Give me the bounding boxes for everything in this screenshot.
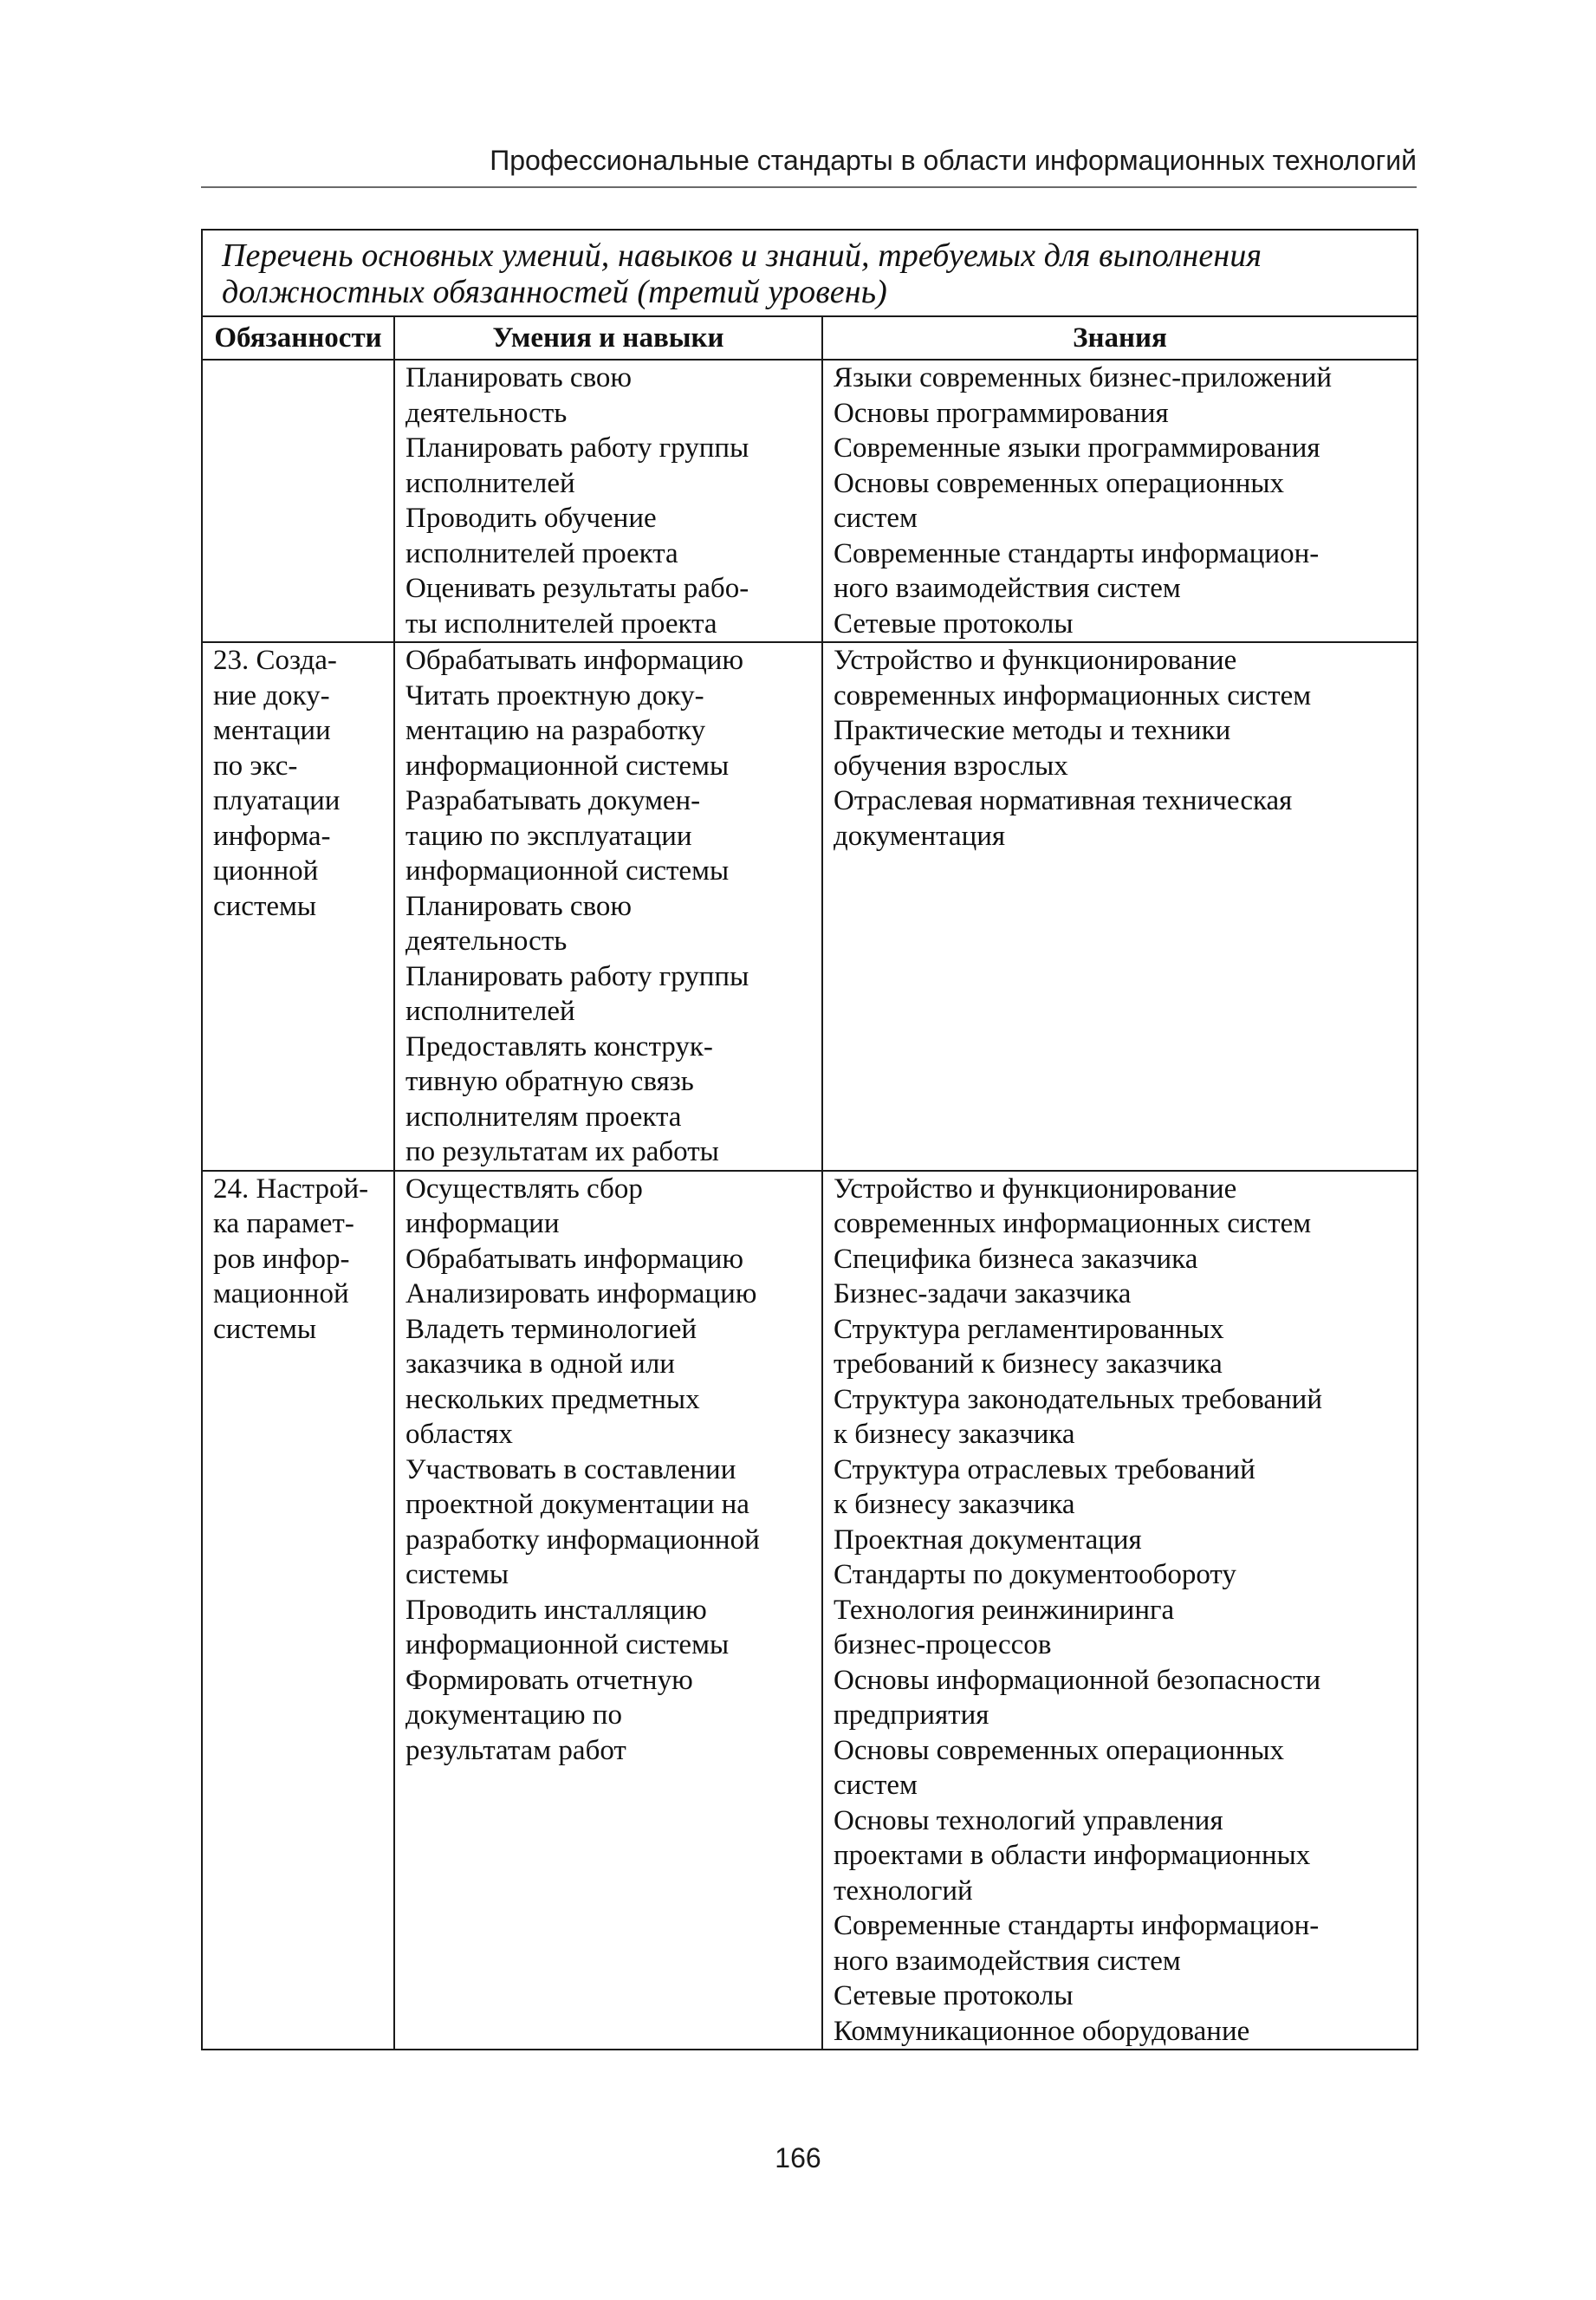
knowledge-line: Структура регламентированных	[834, 1313, 1224, 1345]
table-caption-row	[202, 230, 1418, 316]
knowledge-line: требований к бизнесу заказчика	[834, 1348, 1223, 1380]
skill-line: Читать проектную доку-	[405, 679, 704, 711]
skill-line: тацию по эксплуатации	[405, 820, 692, 852]
knowledge-line: Устройство и функционирование	[834, 645, 1237, 676]
skill-line: исполнителей	[405, 996, 575, 1027]
knowledge-line: Структура законодательных требований	[834, 1383, 1322, 1415]
knowledge-line: Стандарты по документообороту	[834, 1559, 1236, 1590]
skill-line: областях	[405, 1419, 513, 1450]
duty-line: системы	[213, 1313, 317, 1345]
skills-table	[201, 229, 1418, 2050]
duty-cell	[202, 642, 394, 1171]
duty-line: 24. Настрой-	[213, 1173, 369, 1205]
knowledge-line: Основы технологий управления	[834, 1804, 1223, 1836]
skill-line: тивную обратную связь	[405, 1066, 694, 1097]
knowledge-line: бизнес-процессов	[834, 1629, 1052, 1660]
skill-line: Проводить инсталляцию	[405, 1594, 707, 1626]
knowledge-line: Технология реинжиниринга	[834, 1594, 1175, 1626]
table-row	[202, 642, 1418, 1171]
skill-line: Проводить обучение	[405, 503, 657, 534]
knowledge-line: Современные стандарты информацион-	[834, 537, 1320, 569]
skill-line: Участвовать в составлении	[405, 1453, 736, 1485]
knowledge-line: Бизнес-задачи заказчика	[834, 1278, 1132, 1309]
skill-line: Владеть терминологией	[405, 1313, 697, 1345]
knowledge-cell	[822, 642, 1418, 1171]
skill-line: Формировать отчетную	[405, 1664, 693, 1696]
skill-line: деятельность	[405, 926, 568, 957]
table-header-row	[202, 316, 1418, 360]
duty-line: ров инфор-	[213, 1243, 350, 1275]
knowledge-line: обучения взрослых	[834, 750, 1068, 782]
knowledge-line: к бизнесу заказчика	[834, 1489, 1075, 1520]
knowledge-line: технологий	[834, 1874, 973, 1907]
skill-line: Планировать работу группы	[405, 432, 749, 464]
skill-line: Оценивать результаты рабо-	[405, 573, 749, 604]
duty-line: ка парамет-	[213, 1208, 354, 1239]
skill-line: Разрабатывать докумен-	[405, 785, 701, 816]
duty-line: ционной	[213, 855, 319, 887]
knowledge-line: систем	[834, 1770, 918, 1801]
knowledge-line: Специфика бизнеса заказчика	[834, 1243, 1198, 1275]
skill-line: разработку информационной	[405, 1524, 760, 1556]
knowledge-line: современных информационных систем	[834, 679, 1312, 711]
table-row	[202, 1171, 1418, 2050]
duty-cell	[202, 360, 394, 642]
knowledge-line: предприятия	[834, 1699, 989, 1731]
duty-line: 23. Созда-	[213, 645, 337, 676]
skill-line: Осуществлять сбор	[405, 1173, 643, 1205]
knowledge-cell	[822, 360, 1418, 642]
knowledge-line: Основы современных операционных	[834, 1734, 1285, 1766]
skill-line: информации	[405, 1208, 560, 1239]
skill-line: Предоставлять конструк-	[405, 1030, 713, 1062]
knowledge-line: к бизнесу заказчика	[834, 1419, 1075, 1450]
skill-line: информационной системы	[405, 1629, 730, 1660]
knowledge-line: Современные стандарты информацион-	[834, 1910, 1320, 1941]
skill-line: проектной документации на	[405, 1489, 749, 1520]
skills-cell	[394, 1171, 822, 2050]
skill-line: Планировать свою	[405, 362, 633, 393]
skill-line: результатам работ	[405, 1734, 626, 1766]
caption-line: должностных обязанностей (третий уровень)	[222, 274, 887, 310]
knowledge-line: Отраслевая нормативная техническая	[834, 785, 1293, 816]
knowledge-line: Проектная документация	[834, 1524, 1142, 1556]
skill-line: по результатам их работы	[405, 1136, 719, 1167]
skill-line: Планировать свою	[405, 890, 633, 922]
knowledge-line: ного взаимодействия систем	[834, 573, 1181, 604]
knowledge-line: Практические методы и техники	[834, 715, 1231, 746]
duty-line: мационной	[213, 1278, 349, 1309]
knowledge-line: Сетевые протоколы	[834, 1980, 1074, 2011]
skill-line: исполнителей	[405, 467, 575, 499]
knowledge-line: Основы информационной безопасности	[834, 1664, 1321, 1696]
skill-line: Анализировать информацию	[405, 1278, 757, 1309]
skill-line: нескольких предметных	[405, 1383, 700, 1415]
skill-line: Обрабатывать информацию	[405, 1243, 744, 1275]
skills-cell	[394, 642, 822, 1171]
knowledge-line: проектами в области информационных	[834, 1840, 1311, 1871]
knowledge-line: Основы современных операционных	[834, 467, 1285, 499]
column-header-knowledge: Знания	[822, 316, 1418, 360]
skill-line: деятельность	[405, 397, 568, 429]
running-header-title: Профессиональные стандарты в области информационных технологий	[490, 145, 1417, 176]
skill-line: системы	[405, 1559, 509, 1590]
duty-line: ние доку-	[213, 679, 330, 711]
duty-line: системы	[213, 890, 317, 922]
duty-line: по экс-	[213, 750, 298, 782]
knowledge-line: систем	[834, 503, 918, 534]
page-number: 166	[775, 2142, 821, 2173]
knowledge-line: Языки современных бизнес-приложений	[834, 362, 1333, 393]
caption-line: Перечень основных умений, навыков и знаний, требуемых для выполнения	[222, 237, 1262, 274]
knowledge-line: современных информационных систем	[834, 1208, 1312, 1239]
column-header-skills: Умения и навыки	[394, 316, 822, 360]
skill-line: исполнителей проекта	[405, 537, 678, 569]
skill-line: заказчика в одной или	[405, 1348, 675, 1380]
duty-line: ментации	[213, 715, 331, 746]
knowledge-line: Сетевые протоколы	[834, 607, 1074, 640]
running-header	[201, 143, 1417, 188]
knowledge-line: документация	[834, 820, 1006, 852]
knowledge-line: Основы программирования	[834, 397, 1169, 429]
knowledge-line: Устройство и функционирование	[834, 1173, 1237, 1205]
duty-cell	[202, 1171, 394, 2050]
skill-line: информационной системы	[405, 750, 730, 782]
skill-line: информационной системы	[405, 855, 730, 887]
skill-line: исполнителям проекта	[405, 1101, 682, 1133]
skills-cell	[394, 360, 822, 642]
duty-line: плуатации	[213, 785, 341, 816]
knowledge-line: Коммуникационное оборудование	[834, 2015, 1250, 2047]
skill-line: документацию по	[405, 1699, 622, 1731]
skill-line: Обрабатывать информацию	[405, 645, 744, 676]
duty-line: информа-	[213, 820, 331, 852]
knowledge-cell	[822, 1171, 1418, 2050]
skill-line: ментацию на разработку	[405, 715, 706, 746]
table-row	[202, 360, 1418, 642]
column-header-duties: Обязанности	[202, 316, 394, 360]
skill-line: ты исполнителей проекта	[405, 607, 717, 640]
table-caption	[202, 230, 1418, 316]
knowledge-line: Современные языки программирования	[834, 432, 1320, 464]
knowledge-line: Структура отраслевых требований	[834, 1453, 1255, 1485]
knowledge-line: ного взаимодействия систем	[834, 1945, 1181, 1977]
skill-line: Планировать работу группы	[405, 960, 749, 992]
